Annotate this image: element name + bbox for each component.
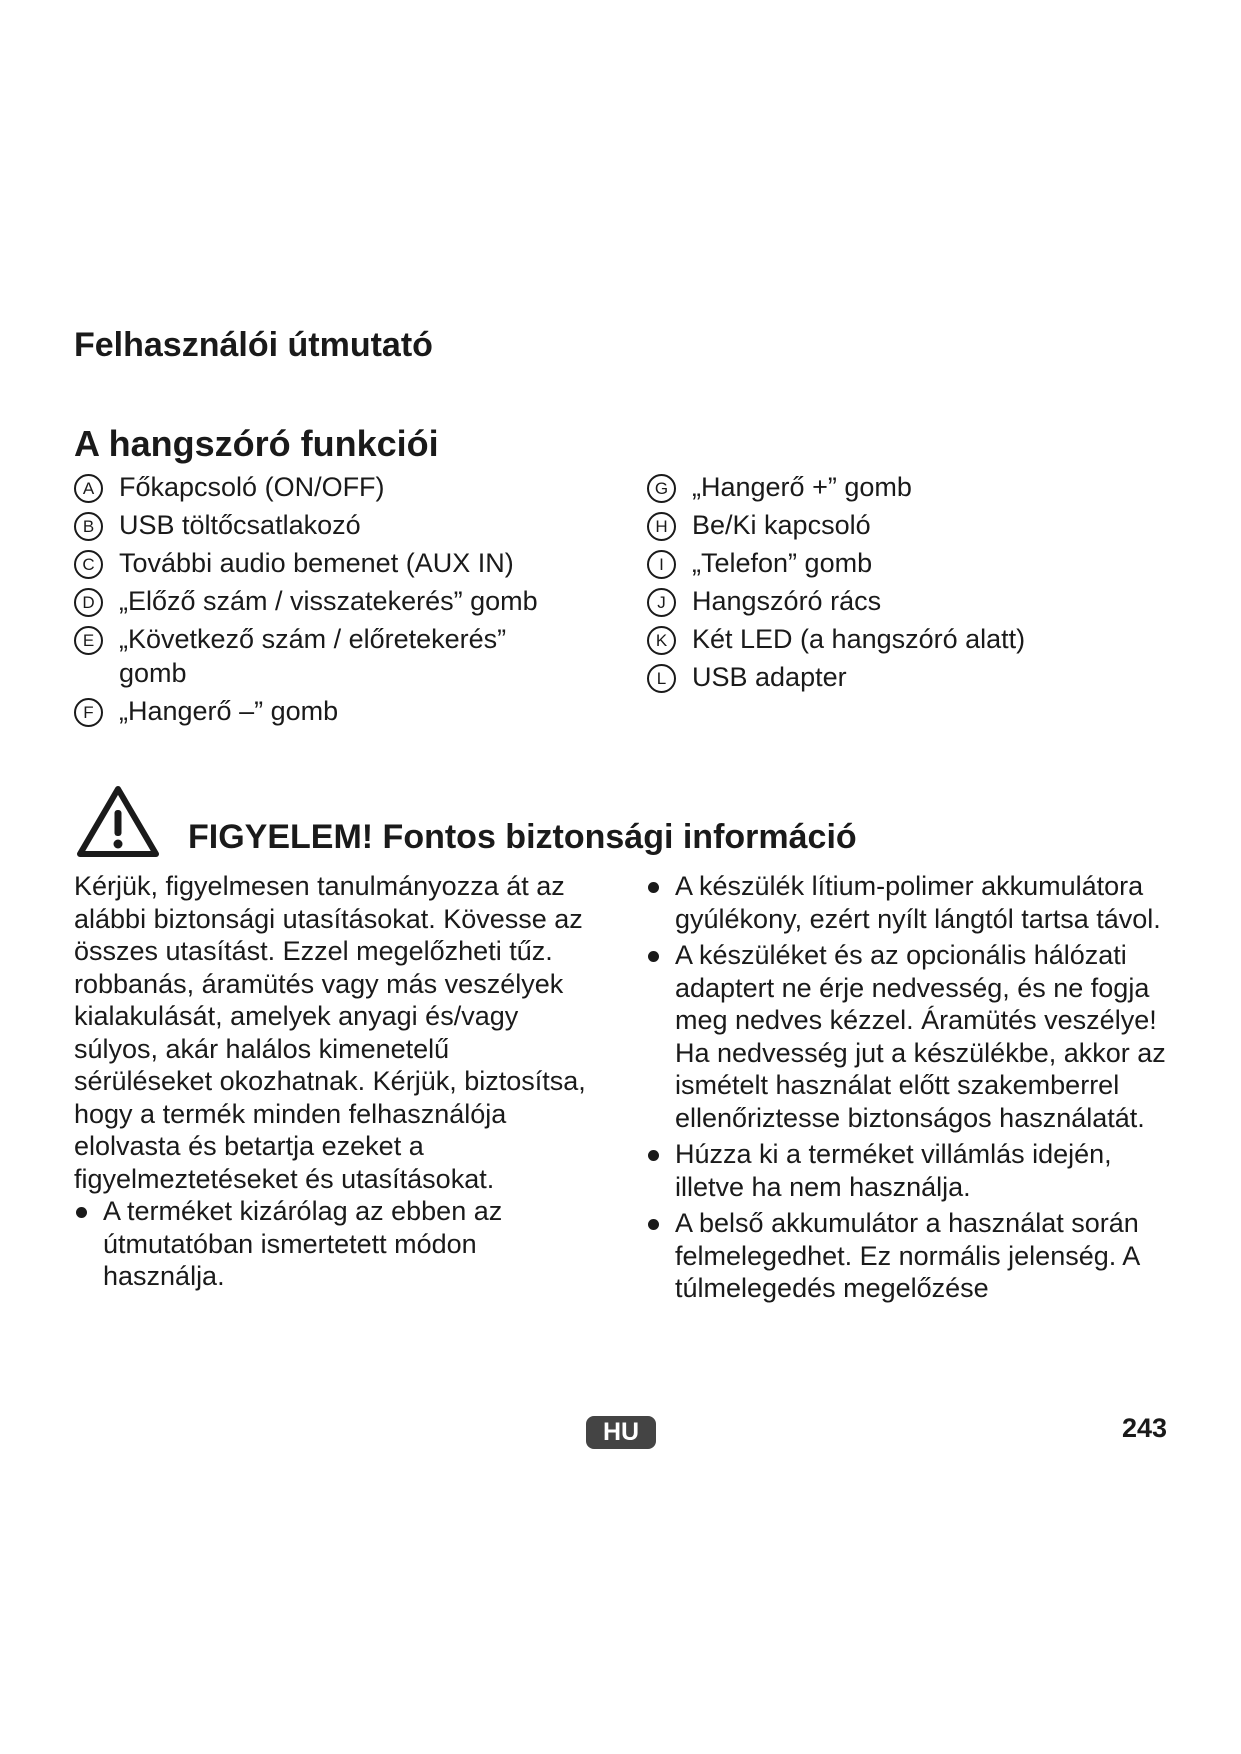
features-title: A hangszóró funkciói (74, 423, 439, 464)
bullet-item: A készülék lítium-polimer akkumulátora gyúlékony, ezért nyílt lángtól tartsa távol. (646, 870, 1166, 935)
feature-text: „Hangerő –” gomb (119, 696, 339, 726)
right-bullet-list (646, 870, 1166, 1305)
feature-text: Hangszóró rács (692, 586, 882, 616)
warning-intro: Kérjük, figyelmesen tanulmányozza át az alábbi biztonsági utasításokat. Kövesse az összes utasítást. Ezzel megelőzheti tűz. robbanás, áramütés vagy más veszélyek kialakulását, amelyek anyagi és/vagy súlyos, akár halálos kimenetelű sérüléseket okozhatnak. Kérjük, biztosítsa, hogy a termék minden felhasználója elolvasta és betartja ezeket a figyelmeztetéseket és utasításokat. (74, 871, 586, 1194)
letter-a-marker: A (74, 474, 103, 503)
feature-text: USB töltőcsatlakozó (119, 510, 361, 540)
warning-left-column (74, 870, 594, 1297)
document-title: Felhasználói útmutató (74, 326, 433, 364)
language-badge: HU (586, 1416, 656, 1449)
letter-l-marker: L (647, 664, 676, 693)
feature-item (647, 660, 1167, 694)
feature-text: További audio bemenet (AUX IN) (119, 548, 514, 578)
feature-text: „Előző szám / visszatekerés” gomb (119, 586, 538, 616)
feature-item (74, 508, 594, 542)
bullet-item: A terméket kizárólag az ebben az útmutatóban ismertetett módon használja. (74, 1195, 594, 1293)
features-list-left (74, 470, 594, 732)
letter-i-marker: I (647, 550, 676, 579)
left-bullet-list (74, 1195, 594, 1293)
feature-item (74, 546, 594, 580)
letter-b-marker: B (74, 512, 103, 541)
feature-item (647, 470, 1167, 504)
feature-text: Be/Ki kapcsoló (692, 510, 871, 540)
letter-j-marker: J (647, 588, 676, 617)
feature-item (647, 546, 1167, 580)
feature-text: USB adapter (692, 662, 847, 692)
letter-c-marker: C (74, 550, 103, 579)
bullet-item: A belső akkumulátor a használat során felmelegedhet. Ez normális jelenség. A túlmelegedés megelőzése (646, 1207, 1166, 1305)
warning-right-column (646, 870, 1166, 1309)
feature-item (647, 584, 1167, 618)
feature-text: „Hangerő +” gomb (692, 472, 912, 502)
feature-item (647, 508, 1167, 542)
letter-k-marker: K (647, 626, 676, 655)
warning-triangle-icon (76, 784, 160, 858)
letter-f-marker: F (74, 698, 103, 727)
page-number: 243 (1122, 1413, 1168, 1443)
letter-d-marker: D (74, 588, 103, 617)
feature-text: „Következő szám / előretekerés” gomb (119, 624, 507, 688)
feature-item (74, 694, 594, 728)
feature-text: Két LED (a hangszóró alatt) (692, 624, 1026, 654)
feature-item (74, 470, 594, 504)
feature-item (647, 622, 1167, 656)
warning-title: FIGYELEM! Fontos biztonsági információ (188, 818, 857, 856)
feature-text: „Telefon” gomb (692, 548, 873, 578)
letter-e-marker: E (74, 626, 103, 655)
features-list-right (647, 470, 1167, 698)
feature-item (74, 584, 594, 618)
feature-text: Főkapcsoló (ON/OFF) (119, 472, 385, 502)
letter-g-marker: G (647, 474, 676, 503)
feature-item (74, 622, 559, 690)
bullet-item: Húzza ki a terméket villámlás idején, illetve ha nem használja. (646, 1138, 1166, 1203)
letter-h-marker: H (647, 512, 676, 541)
bullet-item: A készüléket és az opcionális hálózati adaptert ne érje nedvesség, és ne fogja meg nedves kézzel. Áramütés veszélye! Ha nedvesség jut a készülékbe, akkor az ismételt használat előtt szakemberrel ellenőriztesse biztonságos használatát. (646, 939, 1166, 1134)
